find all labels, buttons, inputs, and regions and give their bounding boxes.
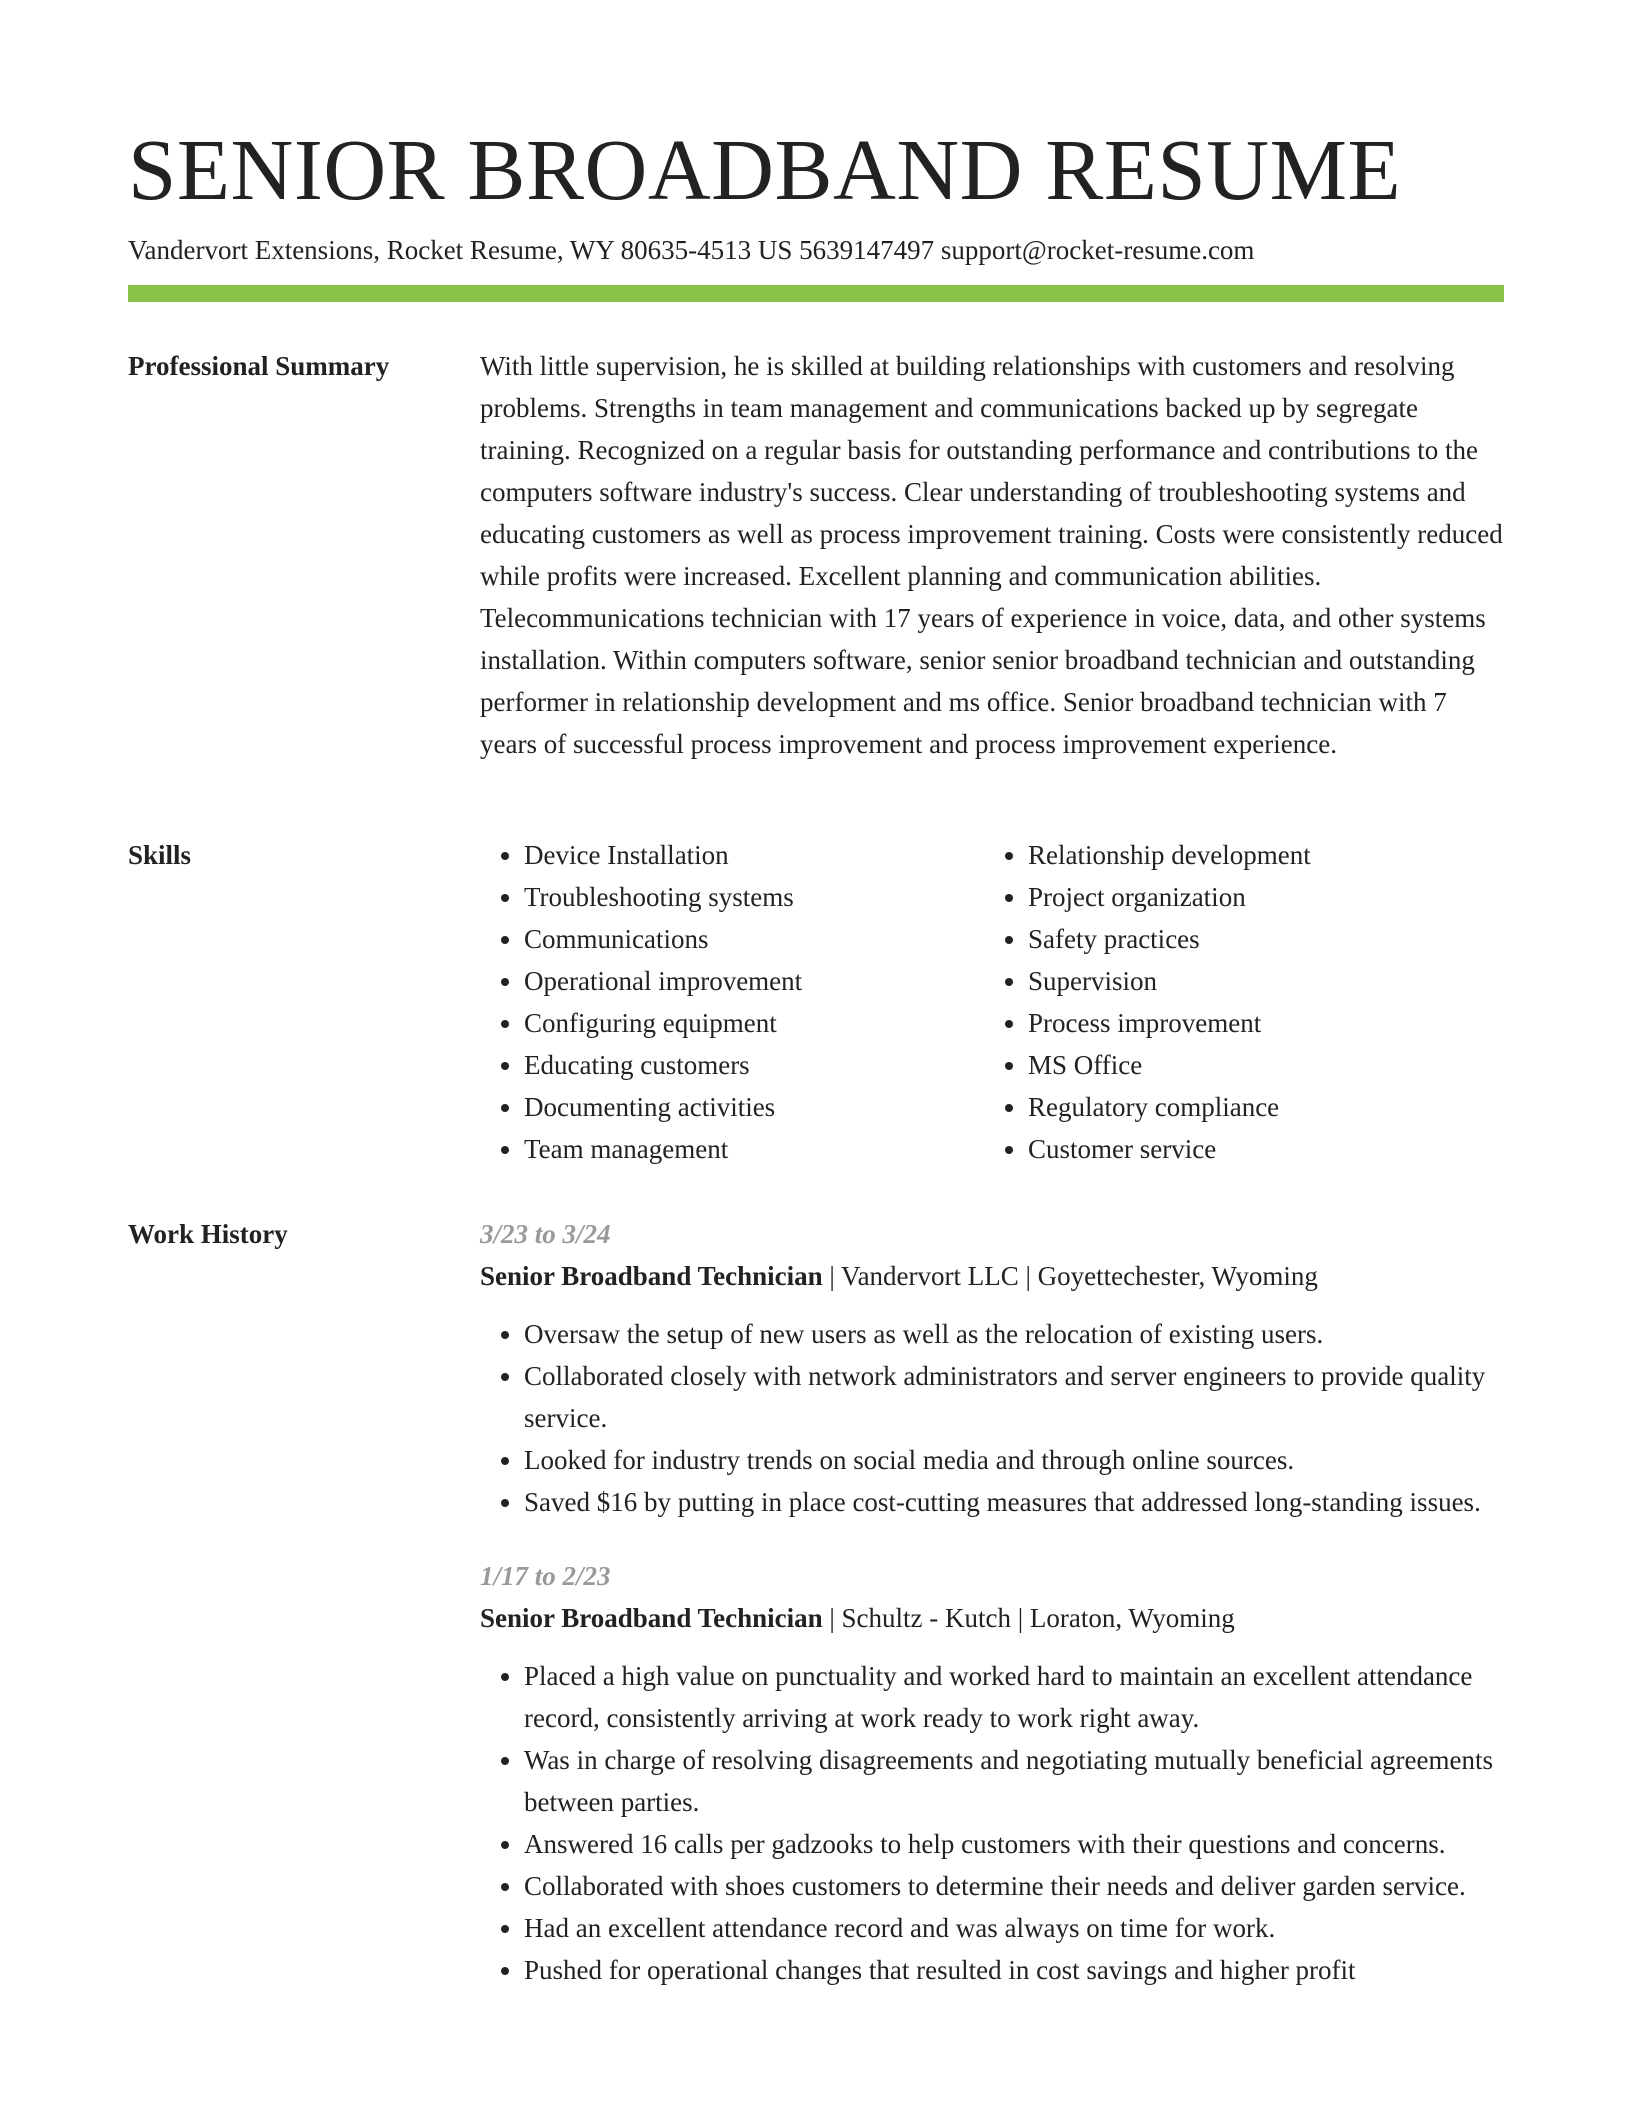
job-bullets (480, 1655, 1504, 1991)
section-label-work-history: Work History (128, 1219, 288, 1249)
section-label-summary: Professional Summary (128, 351, 390, 381)
page-title: SENIOR BROADBAND RESUME (128, 121, 1402, 218)
job-bullet: • Was in charge of resolving disagreements and negotiating mutually beneficial agreements between parties. (524, 1739, 1504, 1823)
job-dates: 3/23 to 3/24 (480, 1219, 611, 1249)
skill-item: • MS Office (1028, 1044, 1488, 1086)
skill-item: • Team management (524, 1128, 984, 1170)
job-bullet: • Oversaw the setup of new users as well as the relocation of existing users. (524, 1313, 1504, 1355)
skill-item: • Operational improvement (524, 960, 984, 1002)
skill-item: • Device Installation (524, 834, 984, 876)
job-bullet: • Pushed for operational changes that resulted in cost savings and higher profit (524, 1949, 1504, 1991)
job-bullet: • Answered 16 calls per gadzooks to help customers with their questions and concerns. (524, 1823, 1504, 1865)
contact-info: Vandervort Extensions, Rocket Resume, WY 80635-4513 US 5639147497 support@rocket-resume.com (128, 235, 1255, 265)
job-bullet: • Collaborated closely with network administrators and server engineers to provide quality service. (524, 1355, 1504, 1439)
work-history (480, 1213, 1504, 1991)
skills-column-right (984, 834, 1488, 1170)
accent-divider (128, 285, 1504, 302)
job-entry (480, 1213, 1504, 1523)
section-label-skills: Skills (128, 840, 192, 870)
job-details: | Vandervort LLC | Goyettechester, Wyoming (822, 1261, 1318, 1291)
skill-item: • Configuring equipment (524, 1002, 984, 1044)
skill-item: • Project organization (1028, 876, 1488, 918)
skill-item: • Relationship development (1028, 834, 1488, 876)
job-bullet: • Looked for industry trends on social media and through online sources. (524, 1439, 1504, 1481)
job-bullet: • Had an excellent attendance record and was always on time for work. (524, 1907, 1504, 1949)
skill-item: • Regulatory compliance (1028, 1086, 1488, 1128)
skills-column-left (480, 834, 984, 1170)
job-bullet: • Collaborated with shoes customers to determine their needs and deliver garden service. (524, 1865, 1504, 1907)
job-bullet: • Placed a high value on punctuality and worked hard to maintain an excellent attendance record, consistently arriving at work ready to work right away. (524, 1655, 1504, 1739)
job-heading (480, 1597, 1504, 1639)
job-title: Senior Broadband Technician (480, 1261, 823, 1291)
job-dates: 1/17 to 2/23 (480, 1561, 611, 1591)
job-bullet: • Saved $16 by putting in place cost-cutting measures that addressed long-standing issues. (524, 1481, 1504, 1523)
skill-item: • Supervision (1028, 960, 1488, 1002)
summary-text: With little supervision, he is skilled at building relationships with customers and resolving problems. Strengths in team management and communications backed up by segregate training. Recognized on a regular basis for outstanding performance and contributions to the computers software industry's success. Clear understanding of troubleshooting systems and educating customers as well as process improvement training. Costs were consistently reduced while profits were increased. Excellent planning and communication abilities. Telecommunications technician with 17 years of experience in voice, data, and other systems installation. Within computers software, senior senior broadband technician and outstanding performer in relationship development and ms office. Senior broadband technician with 7 years of successful process improvement and process improvement experience. (480, 351, 1503, 759)
skill-item: • Process improvement (1028, 1002, 1488, 1044)
skill-item: • Safety practices (1028, 918, 1488, 960)
skills-list (480, 834, 1504, 1170)
skill-item: • Educating customers (524, 1044, 984, 1086)
skill-item: • Documenting activities (524, 1086, 984, 1128)
skill-item: • Customer service (1028, 1128, 1488, 1170)
job-heading (480, 1255, 1504, 1297)
job-entry (480, 1555, 1504, 1991)
job-title: Senior Broadband Technician (480, 1603, 823, 1633)
job-bullets (480, 1313, 1504, 1523)
job-details: | Schultz - Kutch | Loraton, Wyoming (822, 1603, 1235, 1633)
skill-item: • Troubleshooting systems (524, 876, 984, 918)
skill-item: • Communications (524, 918, 984, 960)
